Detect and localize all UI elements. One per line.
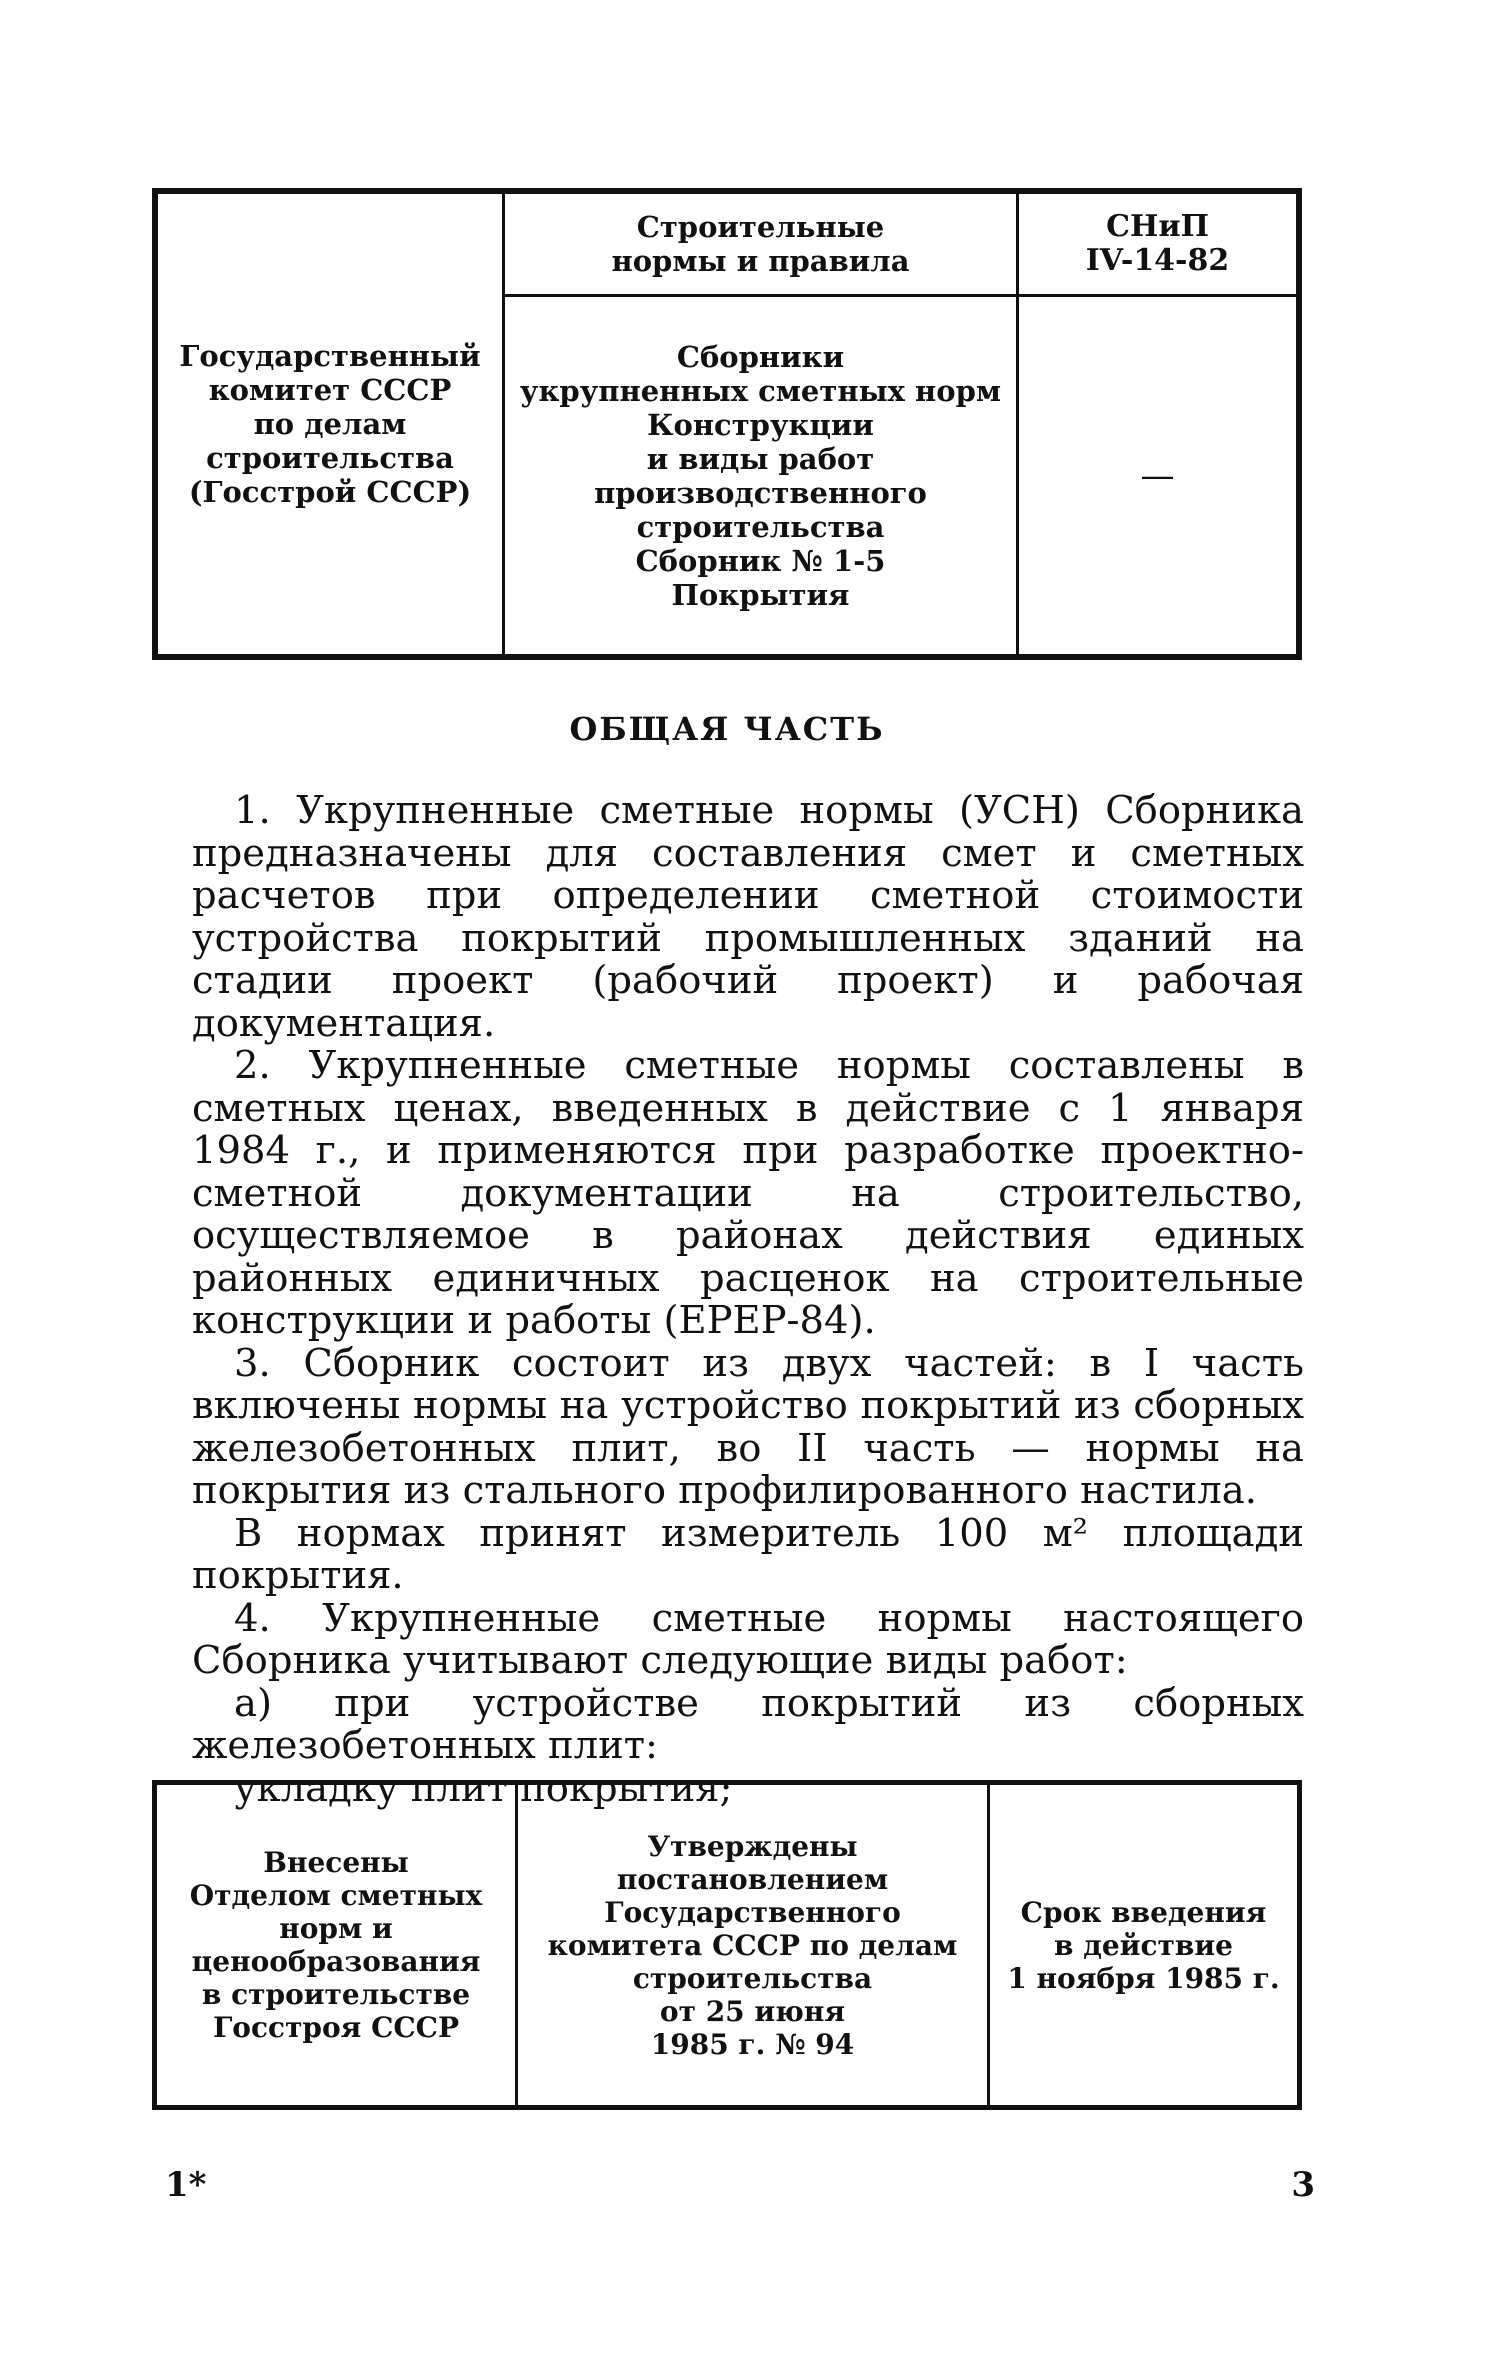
paragraph: укладку плит покрытия;	[234, 1765, 733, 1811]
effective-date: Срок введения в действие 1 ноября 1985 г.	[1007, 1895, 1280, 1995]
document-type: Строительные нормы и правила	[611, 210, 910, 278]
paragraph: В нормах принят измеритель 100 м² площади покрытия.	[192, 1510, 1304, 1598]
approved-by: Утверждены постановлением Государственного комитета СССР по делам строительства от 25 июня 1985 г. № 94	[547, 1829, 958, 2061]
code-placeholder: —	[1140, 455, 1175, 496]
body-text	[192, 790, 1304, 1810]
page-signature: 1*	[165, 2165, 207, 2205]
paragraph: 4. Укрупненные сметные нормы настоящего Сборника учитывают следующие виды работ:	[192, 1595, 1304, 1683]
paragraph: 3. Сборник состоит из двух частей: в I часть включены нормы на устройство покрытий из сборных железобетонных плит, во II часть — нормы на покрытия из стального профилированного настила.	[192, 1340, 1304, 1513]
footer-table	[152, 1780, 1302, 2110]
submitted-by: Внесены Отделом сметных норм и ценообразования в строительстве Госстроя СССР	[189, 1846, 483, 2044]
header-table	[152, 188, 1302, 660]
paragraph: а) при устройстве покрытий из сборных железобетонных плит:	[192, 1680, 1304, 1768]
page-number: 3	[1291, 2165, 1315, 2205]
paragraph: 2. Укрупненные сметные нормы составлены в сметных ценах, введенных в действие с 1 января 1984 г., и применяются при разработке проектно-сметной документации на строительство, осуществляемое в районах действия единых районных единичных расценок на строительные конструкции и работы (ЕРЕР-84).	[192, 1043, 1304, 1343]
paragraph: 1. Укрупненные сметные нормы (УСН) Сборника предназначены для составления смет и сметных расчетов при определении сметной стоимости устройства покрытий промышленных зданий на стадии проект (рабочий проект) и рабочая документация.	[192, 788, 1304, 1046]
issuing-organization: Государственный комитет СССР по делам строительства (Госстрой СССР)	[179, 339, 481, 509]
document-code: СНиП IV-14-82	[1085, 209, 1230, 278]
collection-title: Сборники укрупненных сметных норм Конструкции и виды работ производственного строительства Сборник № 1-5 Покрытия	[519, 339, 1002, 612]
section-heading: ОБЩАЯ ЧАСТЬ	[569, 710, 885, 748]
